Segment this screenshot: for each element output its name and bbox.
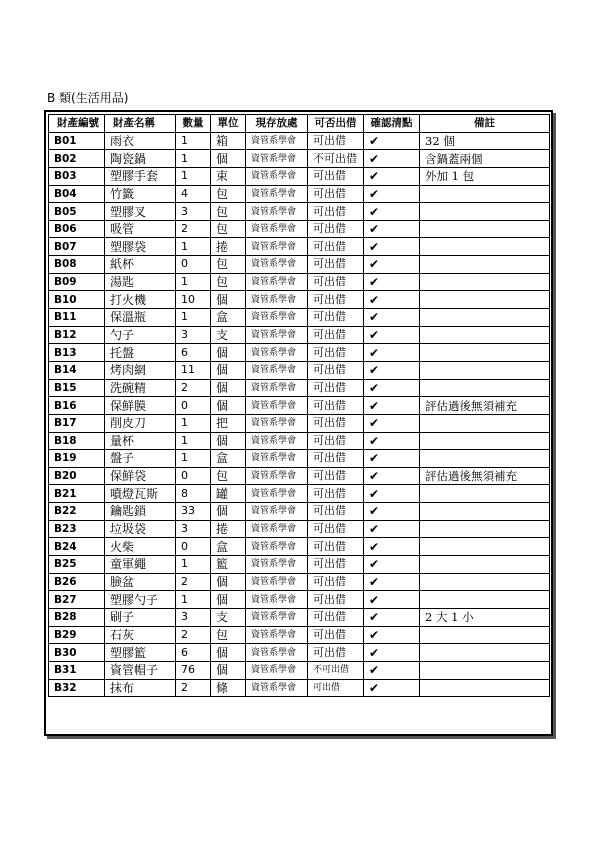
cell-location: 資管系學會 [246,450,308,468]
cell-qty: 4 [176,185,211,203]
cell-loanable: 不可出借 [308,661,364,679]
cell-note: 2 大 1 小 [420,608,550,626]
table-row [49,379,550,397]
table-row [49,273,550,291]
cell-note [420,520,550,538]
table-row [49,291,550,309]
cell-code: B32 [49,679,105,697]
cell-qty: 1 [176,414,211,432]
cell-code: B19 [49,450,105,468]
table-row [49,167,550,185]
table-row [49,414,550,432]
cell-checked: ✔ [364,379,420,397]
cell-code: B06 [49,220,105,238]
cell-unit: 個 [211,573,246,591]
cell-qty: 1 [176,309,211,327]
cell-qty: 3 [176,520,211,538]
cell-location: 資管系學會 [246,573,308,591]
cell-location: 資管系學會 [246,379,308,397]
cell-location: 資管系學會 [246,238,308,256]
cell-location: 資管系學會 [246,185,308,203]
cell-checked: ✔ [364,503,420,521]
cell-loanable: 可出借 [308,203,364,221]
table-row [49,326,550,344]
cell-note [420,644,550,662]
cell-name: 打火機 [105,291,176,309]
cell-unit: 盒 [211,538,246,556]
cell-name: 抹布 [105,679,176,697]
cell-location: 資管系學會 [246,679,308,697]
cell-location: 資管系學會 [246,485,308,503]
cell-checked: ✔ [364,661,420,679]
cell-location: 資管系學會 [246,256,308,274]
cell-code: B25 [49,556,105,574]
cell-unit: 支 [211,608,246,626]
cell-location: 資管系學會 [246,344,308,362]
cell-note: 評估過後無須補充 [420,397,550,415]
cell-name: 塑膠勺子 [105,591,176,609]
cell-note [420,309,550,327]
cell-qty: 1 [176,238,211,256]
cell-unit: 條 [211,679,246,697]
cell-name: 塑膠籃 [105,644,176,662]
table-row [49,132,550,150]
cell-qty: 2 [176,220,211,238]
cell-unit: 個 [211,150,246,168]
cell-note [420,344,550,362]
cell-qty: 1 [176,273,211,291]
cell-code: B26 [49,573,105,591]
cell-code: B11 [49,309,105,327]
cell-code: B30 [49,644,105,662]
cell-name: 削皮刀 [105,414,176,432]
cell-loanable: 可出借 [308,291,364,309]
cell-unit: 束 [211,167,246,185]
cell-checked: ✔ [364,132,420,150]
cell-loanable: 可出借 [308,397,364,415]
cell-code: B17 [49,414,105,432]
cell-checked: ✔ [364,414,420,432]
cell-unit: 個 [211,291,246,309]
cell-note [420,573,550,591]
table-row [49,185,550,203]
cell-unit: 包 [211,185,246,203]
cell-name: 托盤 [105,344,176,362]
cell-loanable: 可出借 [308,450,364,468]
cell-loanable: 可出借 [308,432,364,450]
table-row [49,220,550,238]
cell-note [420,203,550,221]
cell-qty: 1 [176,432,211,450]
cell-unit: 個 [211,379,246,397]
cell-unit: 捲 [211,238,246,256]
cell-name: 噴燈瓦斯 [105,485,176,503]
cell-code: B13 [49,344,105,362]
cell-checked: ✔ [364,467,420,485]
cell-location: 資管系學會 [246,397,308,415]
cell-unit: 箱 [211,132,246,150]
cell-note [420,538,550,556]
cell-name: 刷子 [105,608,176,626]
cell-code: B23 [49,520,105,538]
table-row [49,450,550,468]
cell-loanable: 可出借 [308,556,364,574]
cell-checked: ✔ [364,344,420,362]
cell-name: 火柴 [105,538,176,556]
cell-qty: 6 [176,644,211,662]
cell-checked: ✔ [364,291,420,309]
cell-location: 資管系學會 [246,326,308,344]
cell-code: B05 [49,203,105,221]
cell-loanable: 可出借 [308,309,364,327]
cell-checked: ✔ [364,520,420,538]
cell-checked: ✔ [364,679,420,697]
cell-loanable: 可出借 [308,644,364,662]
cell-unit: 個 [211,503,246,521]
cell-code: B15 [49,379,105,397]
cell-name: 塑膠袋 [105,238,176,256]
cell-checked: ✔ [364,150,420,168]
table-row [49,608,550,626]
cell-loanable: 可出借 [308,520,364,538]
table-row [49,203,550,221]
cell-code: B01 [49,132,105,150]
header-checked: 確認清點 [364,115,420,133]
cell-note: 評估過後無須補充 [420,467,550,485]
cell-location: 資管系學會 [246,150,308,168]
cell-loanable: 可出借 [308,256,364,274]
section-title: B 類(生活用品) [47,91,129,105]
cell-qty: 1 [176,450,211,468]
cell-checked: ✔ [364,644,420,662]
cell-checked: ✔ [364,573,420,591]
cell-loanable: 可出借 [308,538,364,556]
cell-location: 資管系學會 [246,591,308,609]
cell-checked: ✔ [364,591,420,609]
cell-code: B22 [49,503,105,521]
cell-qty: 3 [176,203,211,221]
cell-name: 保溫瓶 [105,309,176,327]
cell-location: 資管系學會 [246,291,308,309]
cell-note [420,185,550,203]
cell-qty: 3 [176,326,211,344]
cell-location: 資管系學會 [246,309,308,327]
cell-code: B31 [49,661,105,679]
cell-location: 資管系學會 [246,167,308,185]
table-row [49,520,550,538]
cell-location: 資管系學會 [246,132,308,150]
cell-location: 資管系學會 [246,203,308,221]
cell-unit: 個 [211,432,246,450]
cell-code: B16 [49,397,105,415]
cell-qty: 0 [176,538,211,556]
cell-checked: ✔ [364,185,420,203]
table-row [49,256,550,274]
table-row [49,573,550,591]
cell-location: 資管系學會 [246,467,308,485]
table-row [49,361,550,379]
cell-qty: 1 [176,132,211,150]
cell-unit: 包 [211,256,246,274]
cell-location: 資管系學會 [246,273,308,291]
cell-unit: 包 [211,220,246,238]
table-row [49,432,550,450]
cell-checked: ✔ [364,256,420,274]
table-row [49,238,550,256]
cell-note: 32 個 [420,132,550,150]
cell-unit: 包 [211,273,246,291]
cell-name: 盤子 [105,450,176,468]
cell-loanable: 可出借 [308,467,364,485]
cell-note [420,326,550,344]
cell-location: 資管系學會 [246,644,308,662]
cell-name: 紙杯 [105,256,176,274]
cell-unit: 盒 [211,450,246,468]
cell-code: B29 [49,626,105,644]
cell-name: 臉盆 [105,573,176,591]
cell-unit: 支 [211,326,246,344]
table-row [49,344,550,362]
cell-note [420,220,550,238]
table-row [49,467,550,485]
cell-unit: 個 [211,361,246,379]
cell-name: 洗碗精 [105,379,176,397]
cell-qty: 3 [176,608,211,626]
table-row [49,679,550,697]
cell-loanable: 可出借 [308,326,364,344]
cell-code: B24 [49,538,105,556]
cell-unit: 捲 [211,520,246,538]
cell-unit: 個 [211,644,246,662]
cell-loanable: 可出借 [308,361,364,379]
cell-note [420,432,550,450]
table-row [49,503,550,521]
cell-unit: 個 [211,397,246,415]
cell-checked: ✔ [364,397,420,415]
cell-qty: 1 [176,556,211,574]
cell-name: 量杯 [105,432,176,450]
cell-note: 外加 1 包 [420,167,550,185]
cell-checked: ✔ [364,608,420,626]
cell-qty: 2 [176,573,211,591]
cell-location: 資管系學會 [246,432,308,450]
cell-loanable: 可出借 [308,273,364,291]
cell-checked: ✔ [364,432,420,450]
cell-note [420,414,550,432]
table-row [49,397,550,415]
cell-unit: 罐 [211,485,246,503]
cell-loanable: 可出借 [308,185,364,203]
cell-code: B08 [49,256,105,274]
cell-unit: 包 [211,467,246,485]
cell-checked: ✔ [364,309,420,327]
cell-code: B02 [49,150,105,168]
cell-qty: 10 [176,291,211,309]
cell-loanable: 可出借 [308,379,364,397]
cell-code: B09 [49,273,105,291]
cell-loanable: 可出借 [308,167,364,185]
cell-qty: 33 [176,503,211,521]
cell-loanable: 不可出借 [308,150,364,168]
header-row [49,115,550,133]
cell-unit: 包 [211,203,246,221]
cell-qty: 1 [176,150,211,168]
cell-checked: ✔ [364,238,420,256]
cell-qty: 8 [176,485,211,503]
cell-code: B04 [49,185,105,203]
cell-name: 垃圾袋 [105,520,176,538]
cell-code: B20 [49,467,105,485]
cell-name: 塑膠手套 [105,167,176,185]
cell-loanable: 可出借 [308,220,364,238]
table-row [49,644,550,662]
cell-code: B12 [49,326,105,344]
cell-checked: ✔ [364,361,420,379]
table-row [49,556,550,574]
cell-location: 資管系學會 [246,503,308,521]
cell-loanable: 可出借 [308,503,364,521]
cell-name: 保鮮袋 [105,467,176,485]
cell-unit: 個 [211,344,246,362]
cell-code: B07 [49,238,105,256]
cell-note: 含鍋蓋兩個 [420,150,550,168]
cell-loanable: 可出借 [308,573,364,591]
cell-location: 資管系學會 [246,556,308,574]
cell-name: 烤肉網 [105,361,176,379]
header-unit: 單位 [211,115,246,133]
table-row [49,591,550,609]
cell-location: 資管系學會 [246,608,308,626]
cell-note [420,273,550,291]
cell-qty: 0 [176,467,211,485]
table-row [49,661,550,679]
cell-loanable: 可出借 [308,679,364,697]
inventory-table [48,114,550,697]
cell-location: 資管系學會 [246,220,308,238]
cell-unit: 把 [211,414,246,432]
cell-code: B14 [49,361,105,379]
header-note: 備註 [420,115,550,133]
table-row [49,626,550,644]
cell-loanable: 可出借 [308,344,364,362]
cell-checked: ✔ [364,220,420,238]
cell-location: 資管系學會 [246,414,308,432]
cell-note [420,291,550,309]
cell-unit: 包 [211,626,246,644]
cell-code: B18 [49,432,105,450]
cell-note [420,379,550,397]
cell-unit: 籃 [211,556,246,574]
cell-note [420,256,550,274]
cell-qty: 1 [176,167,211,185]
cell-loanable: 可出借 [308,414,364,432]
table-row [49,485,550,503]
cell-checked: ✔ [364,203,420,221]
cell-loanable: 可出借 [308,238,364,256]
cell-loanable: 可出借 [308,591,364,609]
cell-qty: 2 [176,626,211,644]
cell-checked: ✔ [364,485,420,503]
cell-qty: 2 [176,679,211,697]
cell-qty: 11 [176,361,211,379]
cell-name: 鑰匙鎖 [105,503,176,521]
cell-location: 資管系學會 [246,520,308,538]
cell-name: 吸管 [105,220,176,238]
cell-name: 雨衣 [105,132,176,150]
cell-name: 塑膠叉 [105,203,176,221]
header-code: 財產編號 [49,115,105,133]
cell-name: 石灰 [105,626,176,644]
cell-note [420,450,550,468]
cell-name: 陶瓷鍋 [105,150,176,168]
cell-checked: ✔ [364,556,420,574]
cell-loanable: 可出借 [308,485,364,503]
cell-checked: ✔ [364,326,420,344]
cell-qty: 6 [176,344,211,362]
cell-note [420,661,550,679]
cell-location: 資管系學會 [246,661,308,679]
header-loanable: 可否出借 [308,115,364,133]
cell-note [420,626,550,644]
cell-location: 資管系學會 [246,361,308,379]
cell-name: 保鮮膜 [105,397,176,415]
header-name: 財產名稱 [105,115,176,133]
table-row [49,150,550,168]
cell-code: B10 [49,291,105,309]
cell-qty: 0 [176,397,211,415]
cell-note [420,503,550,521]
header-qty: 數量 [176,115,211,133]
cell-loanable: 可出借 [308,132,364,150]
cell-code: B27 [49,591,105,609]
cell-location: 資管系學會 [246,538,308,556]
cell-name: 勺子 [105,326,176,344]
cell-name: 童軍繩 [105,556,176,574]
cell-checked: ✔ [364,538,420,556]
cell-qty: 2 [176,379,211,397]
cell-note [420,679,550,697]
cell-checked: ✔ [364,450,420,468]
cell-note [420,591,550,609]
table-row [49,538,550,556]
cell-code: B03 [49,167,105,185]
cell-checked: ✔ [364,626,420,644]
cell-checked: ✔ [364,167,420,185]
cell-location: 資管系學會 [246,626,308,644]
cell-unit: 個 [211,591,246,609]
cell-note [420,361,550,379]
cell-note [420,556,550,574]
cell-code: B21 [49,485,105,503]
cell-name: 資管帽子 [105,661,176,679]
cell-checked: ✔ [364,273,420,291]
cell-unit: 個 [211,661,246,679]
table-row [49,309,550,327]
cell-code: B28 [49,608,105,626]
cell-qty: 1 [176,591,211,609]
cell-loanable: 可出借 [308,608,364,626]
header-location: 現存放處 [246,115,308,133]
cell-qty: 76 [176,661,211,679]
cell-name: 湯匙 [105,273,176,291]
cell-name: 竹籤 [105,185,176,203]
cell-unit: 盒 [211,309,246,327]
cell-note [420,485,550,503]
cell-note [420,238,550,256]
cell-qty: 0 [176,256,211,274]
cell-loanable: 可出借 [308,626,364,644]
